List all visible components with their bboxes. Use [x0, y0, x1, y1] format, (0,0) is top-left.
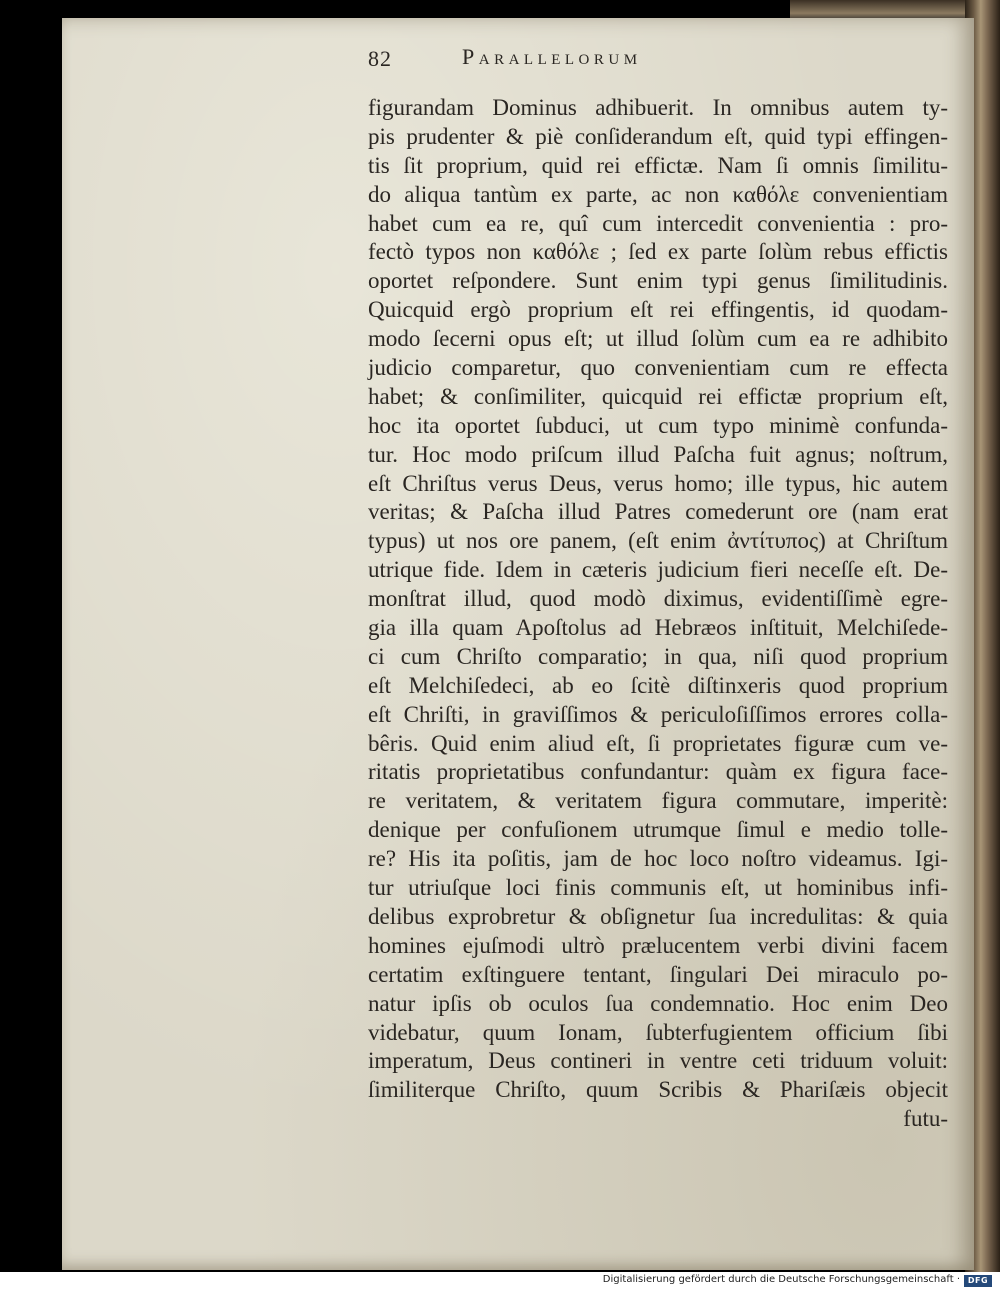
catchword: futu-: [903, 1106, 948, 1132]
text-line: Quicquid ergò proprium eſt rei effingentis, id quodam-: [368, 297, 948, 323]
text-line: re veritatem, & veritatem figura commutare, imperitè:: [368, 788, 948, 814]
text-line: imperatum, Deus contineri in ventre ceti triduum voluit:: [368, 1048, 948, 1074]
text-line: habet cum ea re, quî cum intercedit convenientia : pro-: [368, 210, 948, 236]
text-line: oportet reſpondere. Sunt enim typi genus ſimilitudinis.: [368, 268, 948, 294]
text-line: homines ejuſmodi ultrò prælucentem verbi divini facem: [368, 932, 948, 958]
text-line: delibus exprobretur & obſignetur ſua incredulitas: & quia: [368, 903, 948, 929]
text-line: fectò typos non καθόλε ; ſed ex parte ſolùm rebus effictis: [368, 239, 948, 265]
funding-credit: Digitalisierung gefördert durch die Deutsche Forschungsgemeinschaft ·: [602, 1274, 960, 1285]
text-line: do aliqua tantùm ex parte, ac non καθόλε convenientiam: [368, 181, 948, 207]
text-line: typus) ut nos ore panem, (eſt enim ἀντίτυπος) at Chriſtum: [368, 528, 948, 554]
text-line: ci cum Chriſto comparatio; in qua, niſi quod proprium: [368, 643, 948, 669]
text-line: gia illa quam Apoſtolus ad Hebræos inſtituit, Melchiſede-: [368, 615, 948, 641]
text-line: certatim exſtinguere tentant, ſingulari Dei miraculo po-: [368, 961, 948, 987]
page-header: [304, 42, 944, 82]
page-number: 82: [368, 46, 392, 71]
text-line: eſt Melchiſedeci, ab eo ſcitè diſtinxeris quod proprium: [368, 672, 948, 698]
text-line: hoc ita oportet ſubduci, ut cum typo minimè confunda-: [368, 412, 948, 438]
text-line: re? His ita poſitis, jam de hoc loco noſtro videamus. Igi-: [368, 846, 948, 872]
dfg-logo-icon: DFG: [964, 1275, 992, 1287]
text-line: eſt Chriſti, in graviſſimos & periculoſiſſimos errores colla-: [368, 701, 948, 727]
text-line: denique per confuſionem utrumque ſimul e medio tolle-: [368, 817, 948, 843]
text-line: eſt Chriſtus verus Deus, verus homo; ille typus, hic autem: [368, 470, 948, 496]
text-line: ritatis proprietatibus confundantur: quàm ex figura face-: [368, 759, 948, 785]
text-line: ſimiliterque Chriſto, quum Scribis & Phariſæis objecit: [368, 1077, 948, 1103]
text-line: figurandam Dominus adhibuerit. In omnibus autem ty-: [368, 95, 948, 120]
text-line: videbatur, quum Ionam, ſubterfugientem officium ſibi: [368, 1019, 948, 1045]
text-line: habet; & conſimiliter, quicquid rei effictæ proprium eſt,: [368, 383, 948, 409]
text-line: natur ipſis ob oculos ſua condemnatio. Hoc enim Deo: [368, 990, 948, 1016]
text-line: monſtrat illud, quod modò diximus, evidentiſſimè egre-: [368, 586, 948, 612]
text-block: [368, 94, 948, 1134]
digitization-footer: [0, 1272, 1000, 1291]
text-line: bêris. Quid enim aliud eſt, ſi proprietates figuræ cum ve-: [368, 730, 948, 756]
text-line: pis prudenter & piè conſiderandum eſt, quid typi effingen-: [368, 123, 948, 149]
text-line: tis ſit proprium, quid rei effictæ. Nam ſi omnis ſimilitu-: [368, 152, 948, 178]
text-line: modo ſecerni opus eſt; ut illud ſolùm cum ea re adhibito: [368, 326, 948, 352]
text-line: veritas; & Paſcha illud Patres comederunt ore (nam erat: [368, 499, 948, 525]
text-line: utrique fide. Idem in cæteris judicium fieri neceſſe eſt. De-: [368, 557, 948, 583]
running-head: Parallelorum: [462, 44, 642, 69]
text-line: judicio comparetur, quo convenientiam cum re effecta: [368, 355, 948, 381]
text-line: tur utriuſque loci finis communis eſt, ut hominibus infi-: [368, 875, 948, 901]
text-line: tur. Hoc modo priſcum illud Paſcha fuit agnus; noſtrum,: [368, 441, 948, 467]
